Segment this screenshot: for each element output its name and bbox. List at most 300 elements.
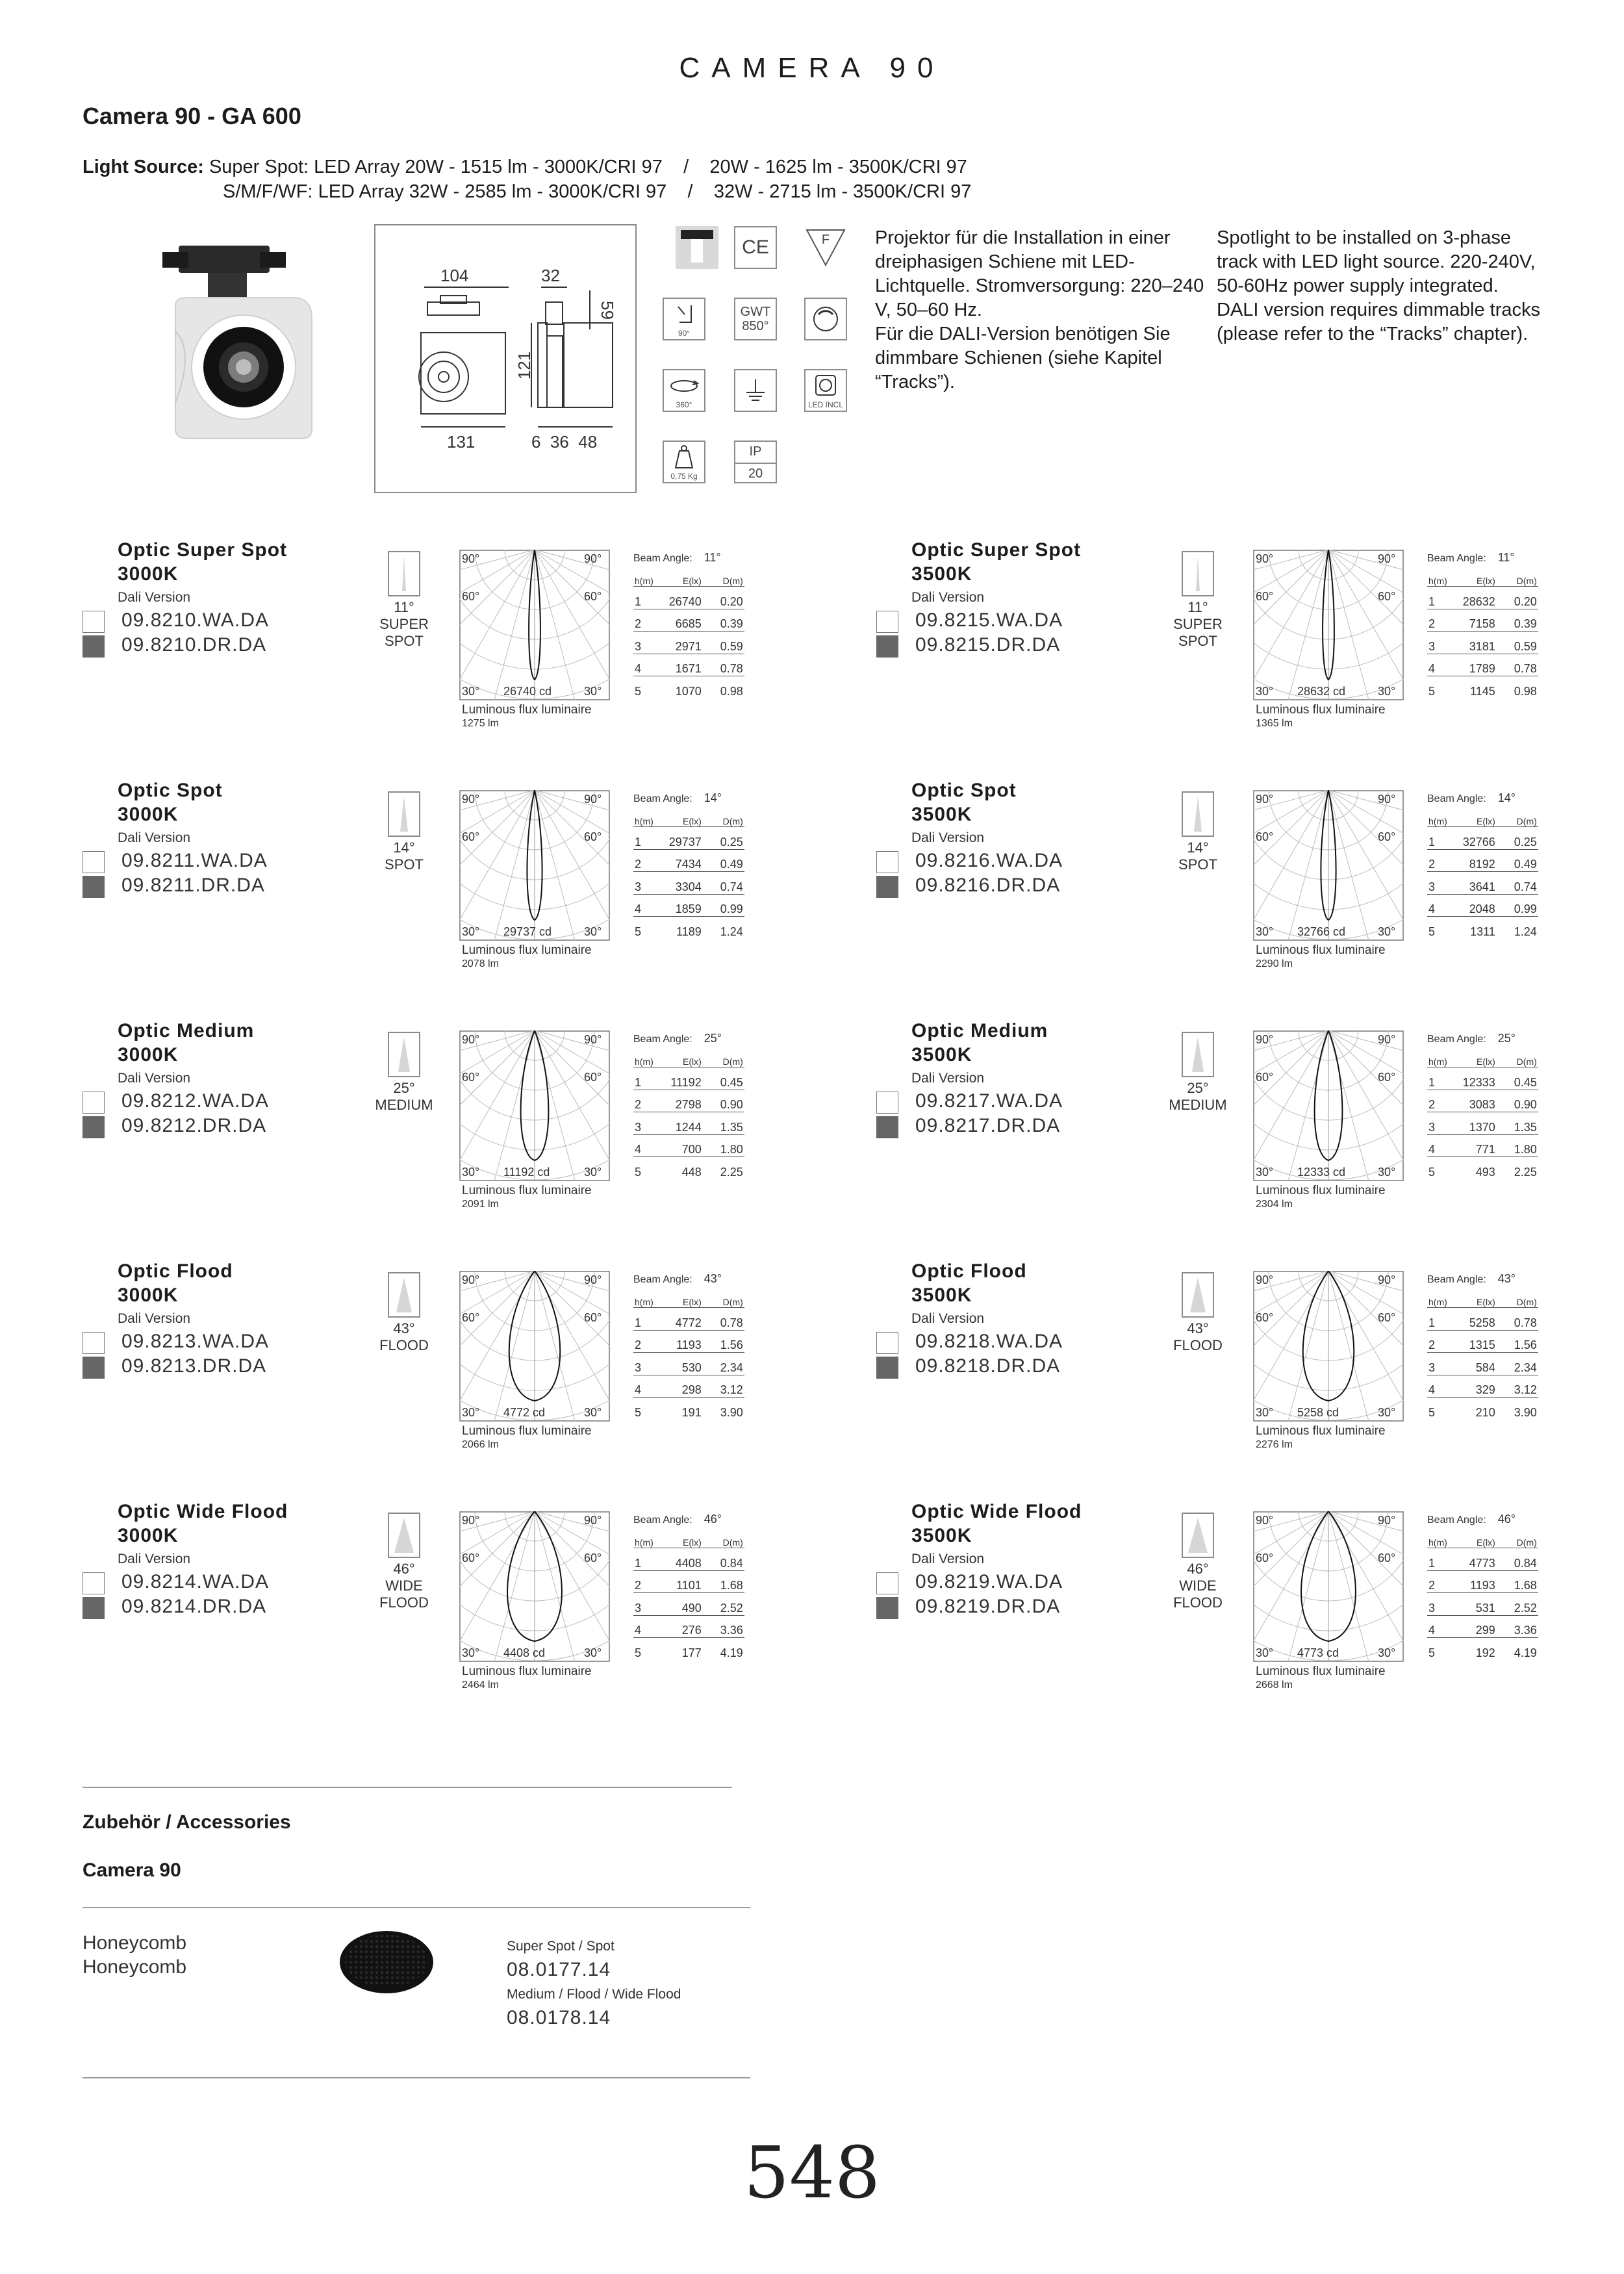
dark-finish-swatch (876, 1116, 898, 1138)
optic-name: Optic Medium 3500K (911, 1020, 1048, 1066)
light-source-line2: S/M/F/WF: LED Array 32W - 2585 lm - 3000K/CRI 97 / 32W - 2715 lm - 3500K/CRI 97 (223, 181, 972, 202)
optic-card (876, 1019, 1610, 1227)
photometric-row (633, 827, 744, 850)
product-code-white: 09.8213.WA.DA (121, 1331, 269, 1352)
diameter-value: 0.59 (703, 632, 744, 654)
photometric-row (633, 1375, 744, 1398)
illuminance-value: 1315 (1449, 1330, 1497, 1353)
illuminance-value: 32766 (1449, 827, 1497, 850)
photometric-row (633, 609, 744, 632)
luminous-flux: Luminous flux luminaire 2091 lm (462, 1184, 592, 1210)
diameter-value: 1.35 (1497, 1112, 1538, 1135)
illuminance-value: 1189 (676, 925, 702, 938)
white-finish-swatch (876, 1332, 898, 1354)
dali-version-label: Dali Version (118, 1311, 191, 1326)
polar-label-90-right: 90° (584, 1033, 602, 1046)
beam-angle-heading: Beam Angle: 43° (633, 1272, 722, 1285)
photometric-row (633, 1548, 744, 1571)
f-mark-icon: F (804, 226, 847, 269)
luminous-flux: Luminous flux luminaire 1365 lm (1256, 703, 1386, 729)
peak-intensity: 32766 cd (1297, 925, 1346, 938)
beam-angle-label: 25° (393, 1080, 415, 1096)
photometric-row (633, 632, 744, 654)
polar-label-90-right: 90° (584, 552, 602, 565)
weight-icon: 0,75 Kg (663, 441, 705, 483)
illuminance-value: 530 (655, 1353, 703, 1375)
illuminance-value: 1311 (1470, 925, 1495, 938)
polar-label-30-right: 30° (584, 1406, 602, 1419)
photometric-row (633, 1593, 744, 1616)
luminous-flux: Luminous flux luminaire 2668 lm (1256, 1665, 1386, 1691)
optic-name: Optic Flood 3000K (118, 1260, 233, 1306)
height-value: 1 (633, 827, 655, 850)
beam-angle-label: 43° (393, 1320, 415, 1336)
luminous-flux: Luminous flux luminaire 2078 lm (462, 943, 592, 969)
product-code-white: 09.8214.WA.DA (121, 1571, 269, 1592)
accessory-option-1: Super Spot / Spot (507, 1939, 615, 1954)
polar-label-30-right: 30° (584, 1646, 602, 1659)
diameter-value: 2.25 (720, 1165, 743, 1179)
photometric-row (1427, 827, 1538, 850)
led-incl-icon: LED INCL (804, 369, 847, 412)
product-code-dark: 09.8213.DR.DA (121, 1355, 267, 1377)
dim-121: 121 (514, 351, 535, 380)
height-value: 2 (1427, 1330, 1449, 1353)
dark-finish-swatch (82, 1357, 105, 1379)
beam-type-label: MEDIUM (375, 1097, 433, 1113)
height-value: 2 (1427, 1090, 1449, 1112)
beam-icon (388, 551, 420, 596)
beam-angle-value: 46° (1497, 1513, 1516, 1526)
polar-label-90-left: 90° (1256, 1273, 1274, 1286)
beam-angle-heading: Beam Angle: 25° (633, 1032, 722, 1045)
polar-label-30-right: 30° (1378, 1166, 1396, 1179)
polar-label-90-right: 90° (584, 1273, 602, 1286)
table-header: h(m) E(lx) D(m) (633, 810, 744, 827)
divider (82, 1907, 750, 1908)
dark-finish-swatch (82, 1116, 105, 1138)
illuminance-value: 3083 (1449, 1090, 1497, 1112)
dark-finish-swatch (876, 1357, 898, 1379)
height-value: 5 (1428, 1646, 1436, 1659)
beam-icon (388, 1272, 420, 1318)
polar-label-90-right: 90° (1378, 552, 1396, 565)
luminous-flux: Luminous flux luminaire 2464 lm (462, 1665, 592, 1691)
beam-angle-value: 14° (1497, 791, 1516, 804)
beam-icon (388, 791, 420, 837)
accessories-heading: Zubehör / Accessories (82, 1811, 291, 1833)
beam-icon (388, 1032, 420, 1077)
polar-label-60-right: 60° (1378, 590, 1396, 603)
polar-label-60-right: 60° (584, 1071, 602, 1084)
diameter-value: 2.34 (1497, 1353, 1538, 1375)
illuminance-value: 299 (1449, 1615, 1497, 1638)
polar-label-30-right: 30° (584, 1166, 602, 1179)
optic-cct: 3000K (118, 1525, 179, 1546)
product-code-dark: 09.8214.DR.DA (121, 1596, 267, 1617)
illuminance-value: 1244 (655, 1112, 703, 1135)
beam-angle-label: 25° (1187, 1080, 1209, 1096)
optic-name: Optic Wide Flood 3000K (118, 1501, 288, 1546)
polar-label-30-left: 30° (462, 1166, 480, 1179)
luminous-flux: Luminous flux luminaire 2066 lm (462, 1424, 592, 1450)
photometric-row (633, 1330, 744, 1353)
luminous-flux: Luminous flux luminaire 1275 lm (462, 703, 592, 729)
light-source-line1: Super Spot: LED Array 20W - 1515 lm - 3000K/CRI 97 / 20W - 1625 lm - 3500K/CRI 97 (209, 157, 967, 177)
diameter-value: 1.68 (703, 1570, 744, 1593)
diameter-value: 0.84 (1497, 1548, 1538, 1571)
optic-name: Optic Medium 3000K (118, 1020, 255, 1066)
diameter-value: 0.74 (703, 872, 744, 895)
photometric-row (1427, 654, 1538, 676)
beam-angle-value: 25° (704, 1032, 722, 1045)
polar-diagram (459, 550, 610, 700)
illuminance-value: 490 (655, 1593, 703, 1616)
beam-type-label: FLOOD (1173, 1337, 1223, 1353)
product-code-dark: 09.8215.DR.DA (915, 634, 1061, 656)
illuminance-value: 3181 (1449, 632, 1497, 654)
product-code-white: 09.8215.WA.DA (915, 609, 1063, 631)
polar-diagram (1253, 550, 1404, 700)
photometric-row (633, 849, 744, 872)
polar-label-60-left: 60° (1256, 1071, 1274, 1084)
polar-diagram (459, 1511, 610, 1662)
height-value: 4 (1427, 894, 1449, 917)
diameter-value: 3.36 (703, 1615, 744, 1638)
height-value: 3 (1427, 632, 1449, 654)
height-value: 1 (633, 1067, 655, 1090)
height-value: 2 (633, 1570, 655, 1593)
table-header: h(m) E(lx) D(m) (633, 1290, 744, 1308)
photometric-row (633, 1090, 744, 1112)
polar-label-60-left: 60° (1256, 590, 1274, 603)
illuminance-value: 1789 (1449, 654, 1497, 676)
honeycomb-image (338, 1928, 435, 1996)
height-value: 5 (1428, 684, 1436, 698)
polar-diagram (459, 790, 610, 941)
illuminance-value: 4772 (655, 1308, 703, 1331)
photometric-row (1427, 1615, 1538, 1638)
photometric-row (1427, 1157, 1538, 1179)
optic-cct: 3500K (911, 1525, 972, 1546)
polar-label-30-left: 30° (462, 925, 480, 938)
height-value: 3 (1427, 1593, 1449, 1616)
diameter-value: 1.56 (1497, 1330, 1538, 1353)
polar-label-30-left: 30° (462, 1406, 480, 1419)
polar-label-90-right: 90° (1378, 793, 1396, 806)
beam-type-label: WIDE FLOOD (379, 1578, 429, 1611)
photometric-row (633, 1353, 744, 1375)
product-code-dark: 09.8211.DR.DA (121, 875, 265, 896)
photometric-row (633, 1157, 744, 1179)
height-value: 1 (1427, 1067, 1449, 1090)
photometric-row (1427, 1090, 1538, 1112)
earth-icon (734, 369, 777, 412)
height-value: 3 (633, 1353, 655, 1375)
product-code-white: 09.8211.WA.DA (121, 850, 268, 871)
optic-card (82, 778, 817, 986)
polar-label-90-right: 90° (1378, 1514, 1396, 1527)
height-value: 5 (635, 1646, 642, 1659)
polar-label-90-right: 90° (584, 1514, 602, 1527)
optic-cct: 3000K (118, 1284, 179, 1306)
illuminance-value: 531 (1449, 1593, 1497, 1616)
polar-label-90-right: 90° (584, 793, 602, 806)
product-code-dark: 09.8210.DR.DA (121, 634, 267, 656)
height-value: 2 (633, 1330, 655, 1353)
polar-label-60-right: 60° (1378, 830, 1396, 843)
optic-card (876, 538, 1610, 746)
diameter-value: 0.39 (703, 609, 744, 632)
table-header: h(m) E(lx) D(m) (1427, 1531, 1538, 1548)
optic-name: Optic Wide Flood 3500K (911, 1501, 1082, 1546)
beam-angle-label: 46° (393, 1561, 415, 1577)
table-header: h(m) E(lx) D(m) (1427, 569, 1538, 587)
description-de: Projektor für die Installation in einer dreiphasigen Schiene mit LED-Lichtquelle. Stromversorgung: 220–240 V, 50–60 Hz. Für die DALI-Version benötigen Sie dimmbare Schienen (siehe Kapitel “Tracks”). (875, 227, 1204, 392)
illuminance-value: 584 (1449, 1353, 1497, 1375)
optic-cct: 3000K (118, 804, 179, 825)
dark-finish-swatch (876, 635, 898, 658)
polar-label-30-left: 30° (1256, 925, 1274, 938)
polar-label-30-right: 30° (584, 925, 602, 938)
diameter-value: 3.90 (720, 1405, 743, 1419)
photometric-table (633, 810, 744, 939)
photometric-row (1427, 917, 1538, 939)
polar-label-30-left: 30° (1256, 1646, 1274, 1659)
polar-label-60-left: 60° (1256, 830, 1274, 843)
diameter-value: 4.19 (1514, 1646, 1537, 1659)
illuminance-value: 191 (681, 1405, 702, 1419)
table-header: h(m) E(lx) D(m) (1427, 810, 1538, 827)
height-value: 4 (1427, 1375, 1449, 1398)
illuminance-value: 3304 (655, 872, 703, 895)
illuminance-value: 1193 (655, 1330, 703, 1353)
dali-version-label: Dali Version (911, 1552, 985, 1566)
polar-label-60-right: 60° (584, 1311, 602, 1324)
illuminance-value: 5258 (1449, 1308, 1497, 1331)
illuminance-value: 6685 (655, 609, 703, 632)
diameter-value: 2.52 (1497, 1593, 1538, 1616)
height-value: 3 (633, 1593, 655, 1616)
polar-label-60-left: 60° (462, 590, 480, 603)
polar-label-30-left: 30° (462, 685, 480, 698)
product-code-white: 09.8210.WA.DA (121, 609, 269, 631)
polar-label-60-right: 60° (1378, 1552, 1396, 1565)
diameter-value: 0.90 (1497, 1090, 1538, 1112)
optic-card (876, 1500, 1610, 1707)
polar-diagram (1253, 1511, 1404, 1662)
height-value: 5 (1428, 925, 1436, 938)
optic-cct: 3500K (911, 804, 972, 825)
accessories-subheading: Camera 90 (82, 1859, 181, 1881)
beam-angle-heading: Beam Angle: 14° (1427, 791, 1516, 804)
height-value: 2 (633, 849, 655, 872)
photometric-row (1427, 1375, 1538, 1398)
polar-label-30-left: 30° (1256, 1406, 1274, 1419)
page-title: CAMERA 90 (679, 52, 945, 84)
height-value: 2 (1427, 609, 1449, 632)
height-value: 2 (633, 1090, 655, 1112)
optic-card (82, 1500, 817, 1707)
peak-intensity: 4773 cd (1297, 1646, 1339, 1659)
illuminance-value: 1671 (655, 654, 703, 676)
diameter-value: 0.90 (703, 1090, 744, 1112)
optic-cct: 3000K (118, 1044, 179, 1066)
height-value: 4 (633, 894, 655, 917)
diameter-value: 0.99 (703, 894, 744, 917)
photometric-table (1427, 810, 1538, 939)
polar-label-30-right: 30° (584, 685, 602, 698)
beam-angle-value: 43° (1497, 1272, 1516, 1285)
polar-label-60-left: 60° (1256, 1552, 1274, 1565)
beam-type-label: SPOT (1178, 856, 1217, 873)
photometric-row (1427, 1548, 1538, 1571)
illuminance-value: 7158 (1449, 609, 1497, 632)
luminous-flux: Luminous flux luminaire 2276 lm (1256, 1424, 1386, 1450)
dimension-drawing (374, 224, 637, 493)
polar-diagram (1253, 1271, 1404, 1422)
photometric-row (1427, 1638, 1538, 1660)
illuminance-value: 2971 (655, 632, 703, 654)
dark-finish-swatch (876, 876, 898, 898)
polar-label-30-right: 30° (1378, 1406, 1396, 1419)
polar-label-60-left: 60° (462, 830, 480, 843)
photometric-row (633, 917, 744, 939)
rotation-icon: 360° (663, 369, 705, 412)
beam-angle-heading: Beam Angle: 43° (1427, 1272, 1516, 1285)
photometric-table (633, 1050, 744, 1179)
diameter-value: 2.34 (703, 1353, 744, 1375)
height-value: 1 (633, 1548, 655, 1571)
illuminance-value: 448 (681, 1165, 702, 1179)
illuminance-value: 11192 (655, 1067, 703, 1090)
photometric-row (633, 1112, 744, 1135)
height-value: 3 (633, 872, 655, 895)
photometric-row (633, 1615, 744, 1638)
page-number: 548 (744, 2131, 880, 2214)
ce-mark-icon: CE (734, 226, 777, 269)
height-value: 4 (633, 1375, 655, 1398)
photometric-row (633, 1134, 744, 1157)
illuminance-value: 1145 (1470, 684, 1495, 698)
height-value: 4 (633, 1615, 655, 1638)
illuminance-value: 28632 (1449, 587, 1497, 609)
illuminance-value: 29737 (655, 827, 703, 850)
beam-angle-heading: Beam Angle: 11° (1427, 551, 1515, 564)
illuminance-value: 210 (1475, 1405, 1495, 1419)
beam-icon (1182, 1032, 1214, 1077)
photometric-row (1427, 1067, 1538, 1090)
table-header: h(m) E(lx) D(m) (633, 1050, 744, 1067)
photometric-row (1427, 894, 1538, 917)
diameter-value: 0.45 (1497, 1067, 1538, 1090)
product-code-dark: 09.8219.DR.DA (915, 1596, 1061, 1617)
polar-label-90-right: 90° (1378, 1033, 1396, 1046)
polar-label-90-left: 90° (1256, 552, 1274, 565)
photometric-table (633, 1531, 744, 1660)
dali-version-label: Dali Version (911, 1071, 985, 1086)
photometric-row (633, 894, 744, 917)
beam-angle-label: 14° (393, 839, 415, 856)
optic-card (82, 538, 817, 746)
height-value: 1 (633, 1308, 655, 1331)
beam-angle-value: 14° (704, 791, 722, 804)
height-value: 4 (1427, 1134, 1449, 1157)
photometric-row (633, 676, 744, 698)
white-finish-swatch (876, 1092, 898, 1114)
dali-version-label: Dali Version (118, 1071, 191, 1086)
dim-6-36-48: 6 36 48 (531, 432, 598, 452)
dim-59: 59 (597, 301, 617, 320)
photometric-row (1427, 1353, 1538, 1375)
polar-label-60-right: 60° (584, 1552, 602, 1565)
polar-label-90-left: 90° (462, 793, 480, 806)
polar-label-60-left: 60° (462, 1311, 480, 1324)
dim-32: 32 (541, 266, 560, 285)
photometric-row (1427, 849, 1538, 872)
accessory-code-2: 08.0178.14 (507, 2007, 611, 2028)
optic-card (876, 778, 1610, 986)
illuminance-value: 329 (1449, 1375, 1497, 1398)
table-header: h(m) E(lx) D(m) (1427, 1290, 1538, 1308)
height-value: 1 (1427, 827, 1449, 850)
height-value: 5 (635, 684, 642, 698)
photometric-table (1427, 1050, 1538, 1179)
beam-angle-heading: Beam Angle: 25° (1427, 1032, 1516, 1045)
optic-cct: 3000K (118, 563, 179, 585)
ip-value: 20 (748, 466, 763, 481)
white-finish-swatch (82, 1092, 105, 1114)
photometric-row (633, 872, 744, 895)
photometric-row (1427, 872, 1538, 895)
photometric-table (633, 569, 744, 698)
table-header: h(m) E(lx) D(m) (1427, 1050, 1538, 1067)
peak-intensity: 4408 cd (503, 1646, 546, 1659)
diameter-value: 0.59 (1497, 632, 1538, 654)
height-value: 4 (633, 654, 655, 676)
photometric-table (1427, 569, 1538, 698)
illuminance-value: 7434 (655, 849, 703, 872)
height-value: 4 (1427, 1615, 1449, 1638)
optic-card (82, 1259, 817, 1467)
diameter-value: 0.98 (1514, 684, 1537, 698)
height-value: 5 (635, 1405, 642, 1419)
dim-104: 104 (440, 266, 469, 285)
diameter-value: 2.52 (703, 1593, 744, 1616)
beam-type-label: SUPER SPOT (379, 616, 429, 649)
light-source (82, 155, 971, 204)
height-value: 2 (1427, 849, 1449, 872)
beam-type-label: SUPER SPOT (1173, 616, 1223, 649)
luminous-flux: Luminous flux luminaire 2290 lm (1256, 943, 1386, 969)
height-value: 1 (1427, 1548, 1449, 1571)
polar-diagram (459, 1271, 610, 1422)
height-value: 2 (1427, 1570, 1449, 1593)
diameter-value: 0.20 (703, 587, 744, 609)
polar-label-90-left: 90° (462, 1273, 480, 1286)
photometric-row (1427, 1112, 1538, 1135)
beam-icon (388, 1513, 420, 1558)
luminous-flux: Luminous flux luminaire 2304 lm (1256, 1184, 1386, 1210)
optic-card (82, 1019, 817, 1227)
photometric-row (1427, 1308, 1538, 1331)
dark-finish-swatch (876, 1597, 898, 1619)
illuminance-value: 4408 (655, 1548, 703, 1571)
diameter-value: 3.12 (703, 1375, 744, 1398)
polar-label-30-right: 30° (1378, 925, 1396, 938)
polar-label-30-right: 30° (1378, 685, 1396, 698)
illuminance-value: 493 (1475, 1165, 1495, 1179)
